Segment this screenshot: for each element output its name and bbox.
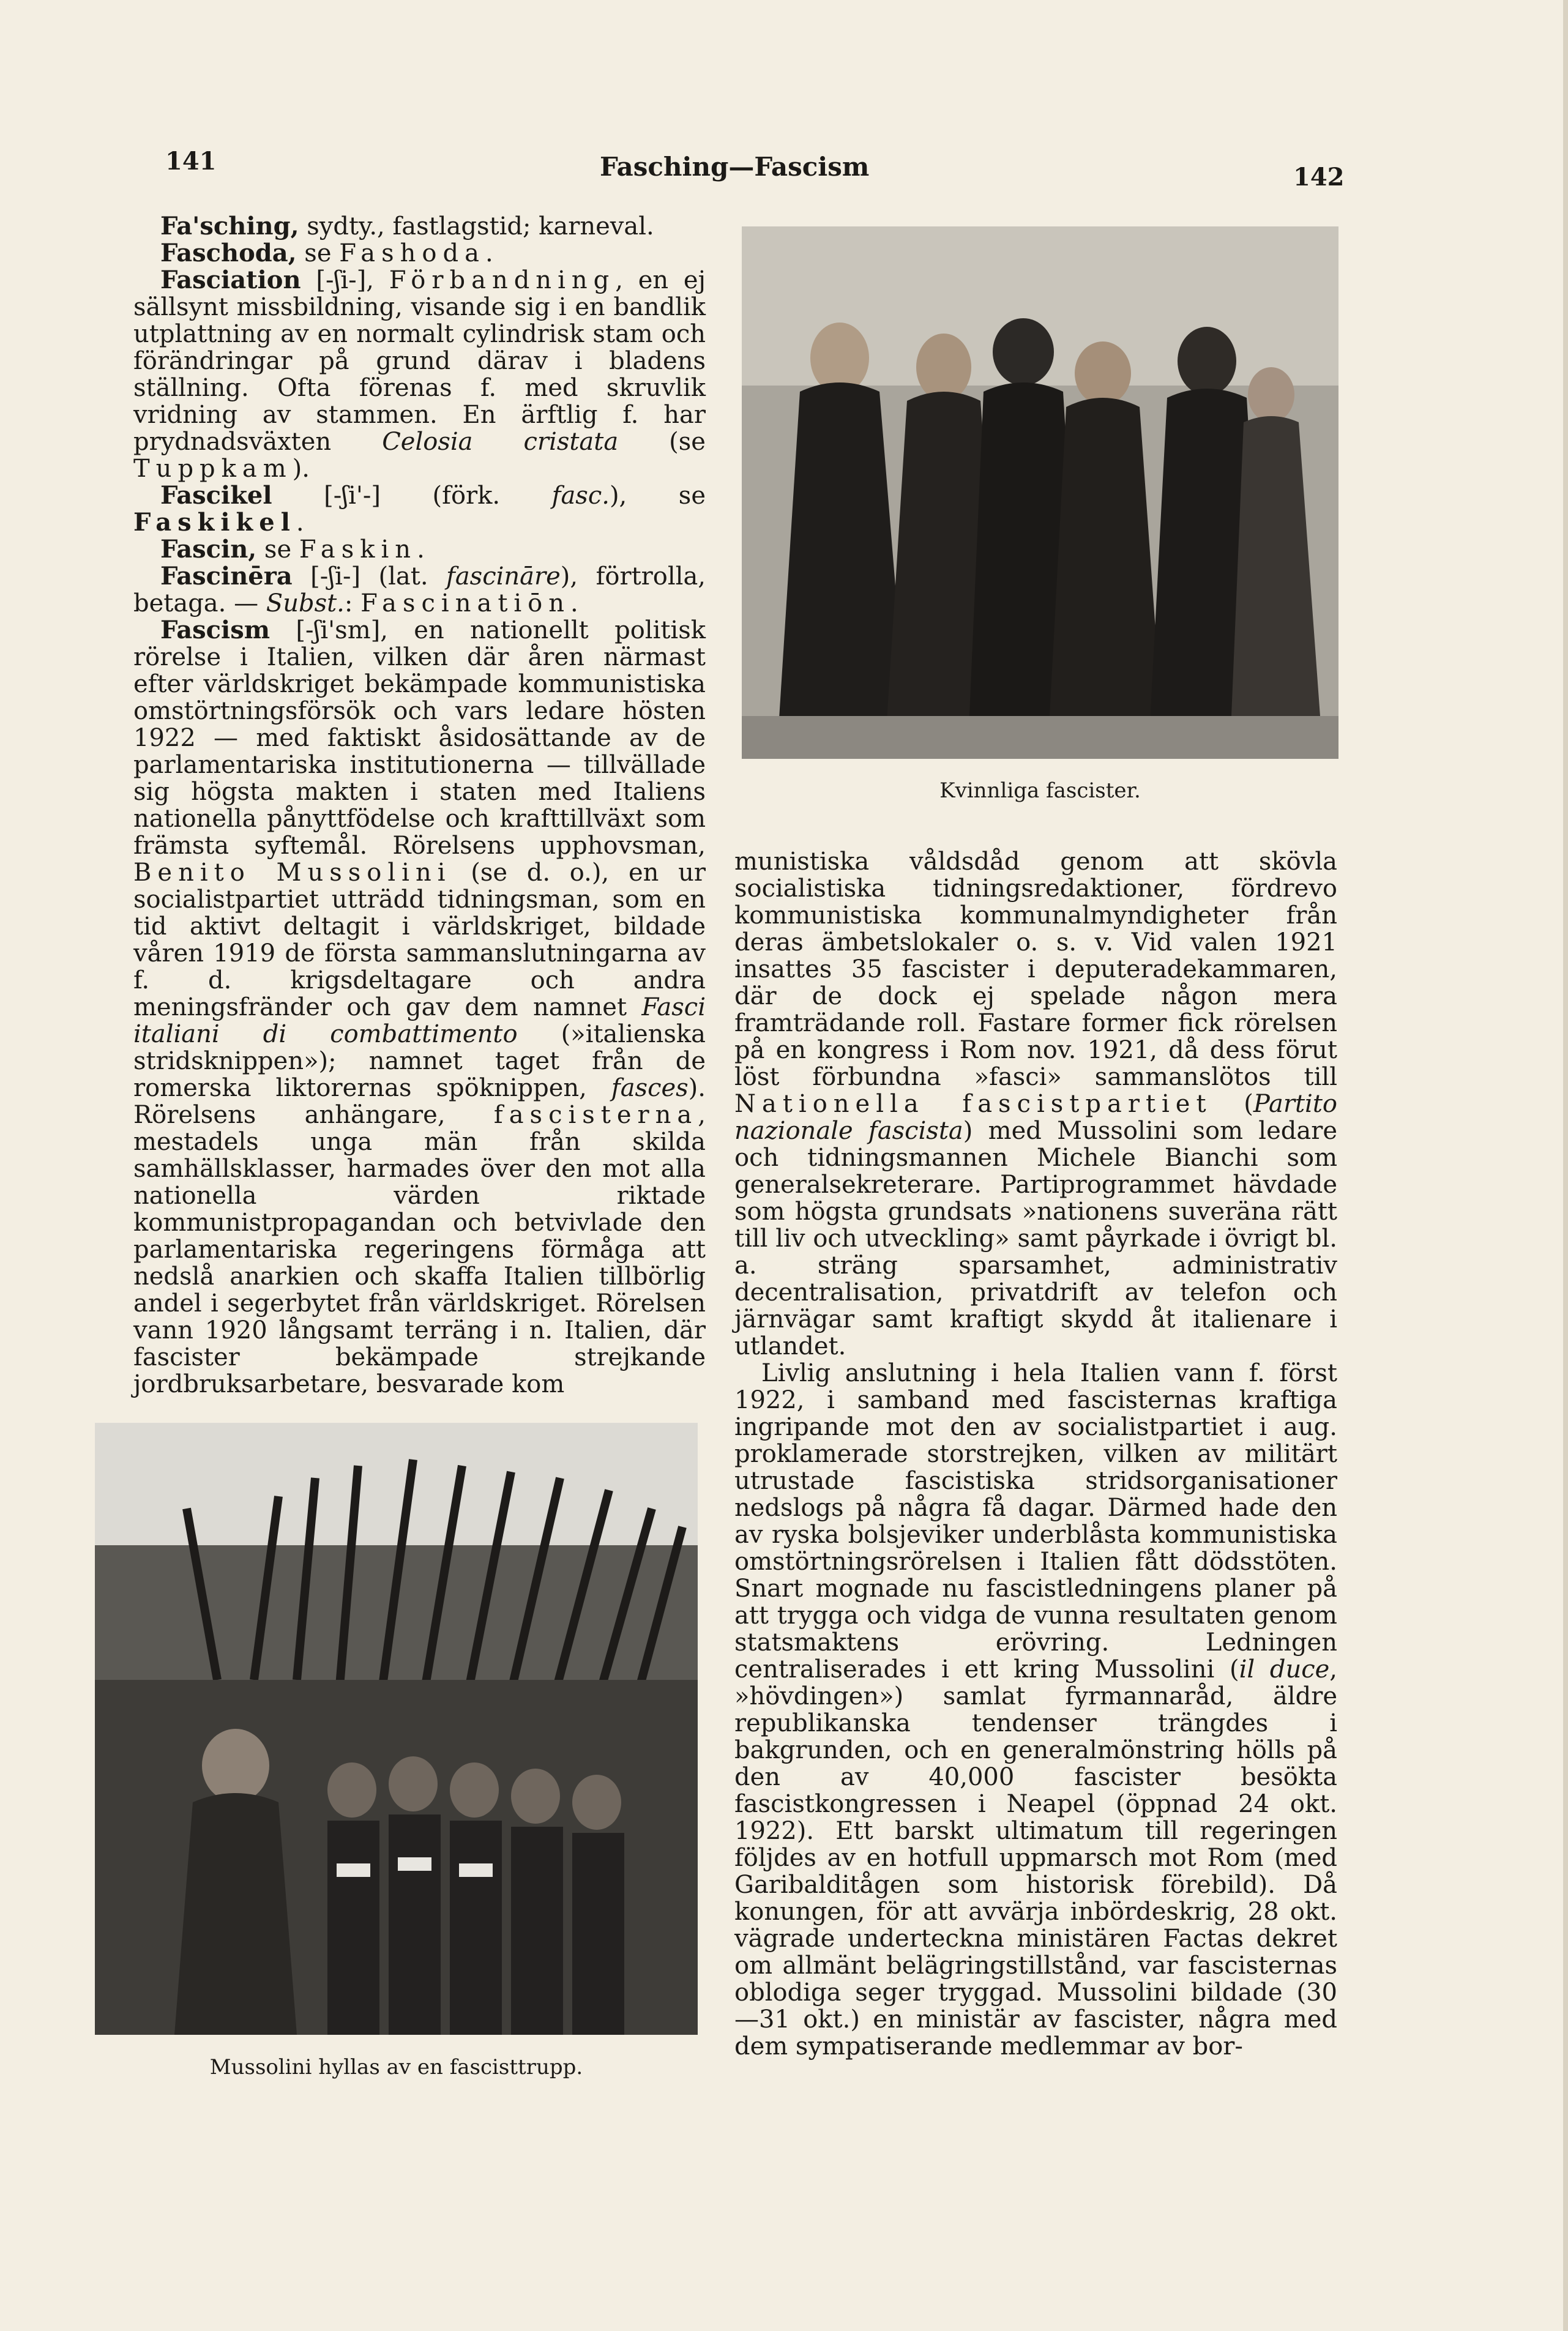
entry-faschoda	[133, 240, 706, 267]
entry-fascism	[133, 617, 706, 1398]
figure-caption-women: Kvinnliga fascister.	[939, 778, 1141, 803]
left-column	[133, 212, 706, 1398]
right-column	[734, 848, 1337, 2084]
italic-term: Partito nazionale fascista	[734, 1090, 1337, 1145]
entry-text: [-ʃi-] (lat.	[292, 562, 447, 591]
cross-reference: Faskikel	[133, 508, 296, 537]
entry-text: , »hövdingen») samlat fyrmannaråd, äldre republikanska tendenser trängdes i bakgrunden, och en generalmönstring hölls på den av 40,000 fascister besökta fascistkongressen i Neapel (öppnad 24 okt. 1922). Ett barskt ultimatum till regeringen följdes av en hotfull uppmarsch mot Rom (med Garibalditågen som historisk förebild). Då konungen, för att avvärja inbördeskrig, 28 okt. vägrade underteckna ministären Factas dekret om allmänt belägringstillstånd, var fascisternas oblodiga seger tryggad. Mussolini bildade (30 —31 okt.) en ministär av fascister, några med dem sympatiserande medlemmar av bor-	[734, 1655, 1338, 2061]
cross-reference: Förbandning	[389, 266, 616, 294]
entry-text: , en ej sällsynt missbildning, visande sig i en bandlik utplattning av en normalt cylindrisk stam och förändringar på grund därav i bladens ställning. Ofta förenas f. med skruvlik vridning av stammen. En ärftlig f. har prydnadsväxten	[133, 266, 706, 456]
cross-reference: Tuppkam	[133, 455, 293, 483]
headword: Fascikel	[160, 481, 272, 510]
cross-reference: Benito Mussolini	[133, 859, 452, 887]
cross-reference: Fascinatiōn	[360, 589, 571, 617]
entry-text: .	[417, 535, 425, 564]
entry-fascin	[133, 536, 706, 563]
entry-text: sydty., fastlagstid; karneval.	[299, 212, 654, 241]
headword: Faschoda,	[160, 239, 297, 267]
page-header	[0, 0, 1568, 202]
photo-mussolini-troops	[95, 1423, 698, 2035]
entry-text: [-ʃi'-] (förk.	[272, 482, 552, 510]
entry-text: se	[256, 535, 299, 564]
entry-fascism-paragraph	[734, 1360, 1337, 2060]
page-edge	[1563, 0, 1568, 2331]
headword: Fascin,	[160, 535, 257, 564]
entry-text: ).	[292, 455, 310, 483]
entry-fascikel	[133, 482, 706, 536]
entry-fasching	[133, 213, 706, 240]
entry-text: se	[296, 239, 340, 267]
entry-text: (»italienska stridsknippen»); namnet taget från de romerska liktorernas spöknippen,	[133, 1020, 706, 1102]
entry-text: (	[1212, 1090, 1253, 1118]
entry-text: (se	[618, 428, 706, 456]
species-name: Celosia cristata	[382, 428, 619, 456]
entry-text: :	[344, 589, 361, 617]
headword: Fascinēra	[160, 562, 293, 591]
entry-text: ) med Mussolini som ledare och tidningsmannen Michele Bianchi som generalsekreterare. Partiprogrammet hävdade som högsta grundsats »nationens suveräna rätt till liv och utveckling» samt påyrkade i övrigt bl. a. sträng sparsamhet, administrativ decentralisation, privatdrift av telefon och järnvägar samt kraftigt skydd åt italienare i utlandet.	[734, 1117, 1338, 1360]
abbreviation: Subst.	[266, 589, 345, 617]
entry-text: .	[485, 239, 493, 267]
running-head: Fasching—Fascism	[600, 152, 870, 182]
cross-reference: Faskin	[299, 535, 417, 564]
headword: Fascism	[160, 616, 271, 644]
entry-text: munistiska våldsdåd genom att skövla socialistiska tidningsredaktioner, fördrevo kommunistiska kommunalmyndigheter från deras ämbetslokaler o. s. v. Vid valen 1921 insattes 35 fascister i deputeradekammaren, där de dock ej spelade någon mera framträdande roll. Fastare former fick rörelsen på en kongress i Rom nov. 1921, då dess förut löst förbundna »fasci» sammanslötos till	[734, 848, 1337, 1091]
entry-fascinera	[133, 563, 706, 617]
italic-term: il duce	[1239, 1655, 1330, 1684]
headword: Fasciation	[160, 266, 301, 294]
cross-reference: Fashoda	[339, 239, 485, 267]
photo-women-fascists-image	[742, 226, 1338, 759]
entry-text: ). Rörelsens anhängare,	[133, 1074, 706, 1129]
headword: Fa'sching,	[160, 212, 299, 241]
italic-term: fasces	[611, 1074, 689, 1102]
photo-mussolini-troops-image	[95, 1423, 698, 2035]
entry-text: (se d. o.), en ur socialistpartiet utträdd tidningsman, som en tid aktivt deltagit i världskriget, bildade våren 1919 de första sammanslutningarna av f. d. krigsdeltagare och andra meningsfränder och gav dem namnet	[133, 859, 706, 1021]
page-number-left: 141	[165, 147, 217, 176]
entry-text: ), se	[609, 482, 706, 510]
entry-text: [-ʃi-],	[301, 266, 389, 294]
entry-text: .	[296, 509, 304, 537]
photo-women-fascists	[742, 226, 1338, 759]
entry-fasciation	[133, 267, 706, 482]
figure-caption-troops: Mussolini hyllas av en fascisttrupp.	[209, 2055, 583, 2079]
entry-text: .	[570, 589, 578, 617]
entry-text: , mestadels unga män från skilda samhällsklasser, harmades över den mot alla nationella värden riktade kommunistpropagandan och betvivlade den parlamentariska regeringens förmåga att nedslå anarkien och skaffa Italien tillbörlig andel i segerbytet från världskriget. Rörelsen vann 1920 långsamt terräng i n. Italien, där fascister bekämpade strejkande jordbruksarbetare, besvarade kom	[133, 1101, 706, 1398]
italic-term: Fasci italiani di combattimento	[133, 993, 706, 1048]
abbreviation: fasc.	[551, 482, 610, 510]
cross-reference: fascisterna	[493, 1101, 698, 1129]
entry-fascism-continued	[734, 848, 1337, 1360]
entry-text: [-ʃi'sm], en nationellt politisk rörelse i Italien, vilken där åren närmast efter världskriget bekämpade kommunistiska omstörtningsförsök och vars ledare hösten 1922 — med faktiskt åsidosättande av de parlamentariska institutionerna — tillvällade sig högsta makten i staten med Italiens nationella pånyttfödelse och krafttillväxt som främsta syftemål. Rörelsens upphovsman,	[133, 616, 706, 860]
latin-term: fascināre	[446, 562, 561, 591]
page-number-right: 142	[1293, 163, 1345, 192]
entry-text: ), förtrolla, betaga. —	[133, 562, 706, 617]
entry-text: Livlig anslutning i hela Italien vann f. först 1922, i samband med fascisternas kraftiga ingripande mot den av socialistpartiet i aug. proklamerade storstrejken, vilken av militärt utrustade fascistiska stridsorganisationer nedslogs på några få dagar. Därmed hade den av ryska bolsjeviker underblåsta kommunistiska omstörtningsrörelsen i Italien fått dödsstöten. Snart mognade nu fascistledningens planer på att trygga och vidga de vunna resultaten genom statsmaktens erövring. Ledningen centraliserades i ett kring Mussolini (	[734, 1359, 1337, 1684]
cross-reference: Nationella fascistpartiet	[734, 1090, 1212, 1118]
